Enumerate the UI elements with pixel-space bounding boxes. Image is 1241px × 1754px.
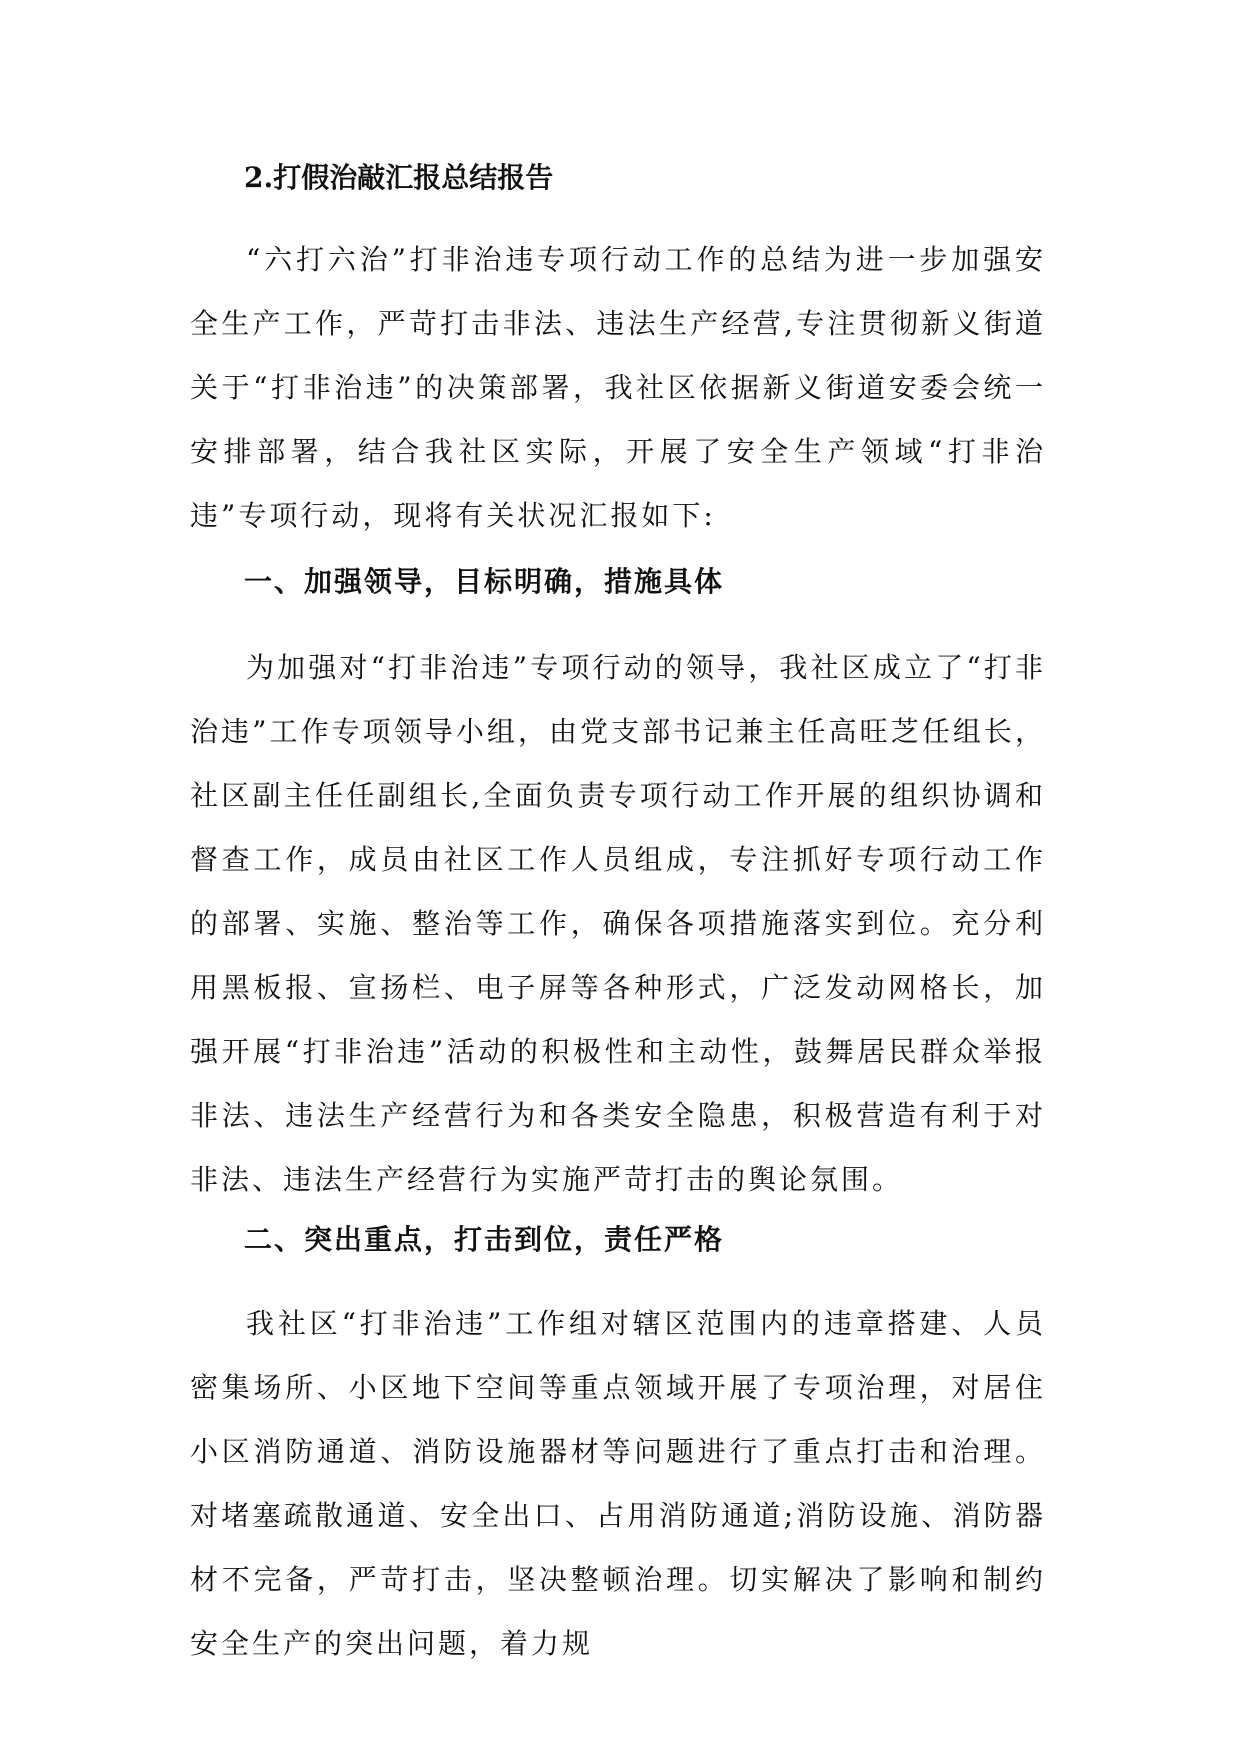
intro-paragraph: “六打六治”打非治违专项行动工作的总结为进一步加强安全生产工作，严苛打击非法、违法生产经营,专注贯彻新义街道关于“打非治违”的决策部署，我社区依据新义街道安委会统一安排部署，结合我社区实际，开展了安全生产领域“打非治违”专项行动，现将有关状况汇报如下: <box>190 243 1046 532</box>
section-paragraph-2: 我社区“打非治违”工作组对辖区范围内的违章搭建、人员密集场所、小区地下空间等重点领域开展了专项治理，对居住小区消防通道、消防设施器材等问题进行了重点打击和治理。对堵塞疏散通道、安全出口、占用消防通道;消防设施、消防器材不完备，严苛打击，坚决整顿治理。切实解决了影响和制约安全生产的突出问题，着力规 <box>190 1307 1046 1660</box>
document-title: 2.打假治敲汇报总结报告 <box>244 161 554 194</box>
section-heading-2: 二、突出重点，打击到位，责任严格 <box>244 1223 725 1256</box>
section-heading-1: 一、加强领导，目标明确，措施具体 <box>244 565 725 598</box>
section-paragraph-1: 为加强对“打非治违”专项行动的领导，我社区成立了“打非治违”工作专项领导小组，由党支部书记兼主任高旺芝任组长，社区副主任任副组长,全面负责专项行动工作开展的组织协调和督查工作，成员由社区工作人员组成，专注抓好专项行动工作的部署、实施、整治等工作，确保各项措施落实到位。充分利用黑板报、宣扬栏、电子屏等各种形式，广泛发动网格长，加强开展“打非治违”活动的积极性和主动性，鼓舞居民群众举报非法、违法生产经营行为和各类安全隐患，积极营造有利于对非法、违法生产经营行为实施严苛打击的舆论氛围。 <box>190 651 1046 1196</box>
